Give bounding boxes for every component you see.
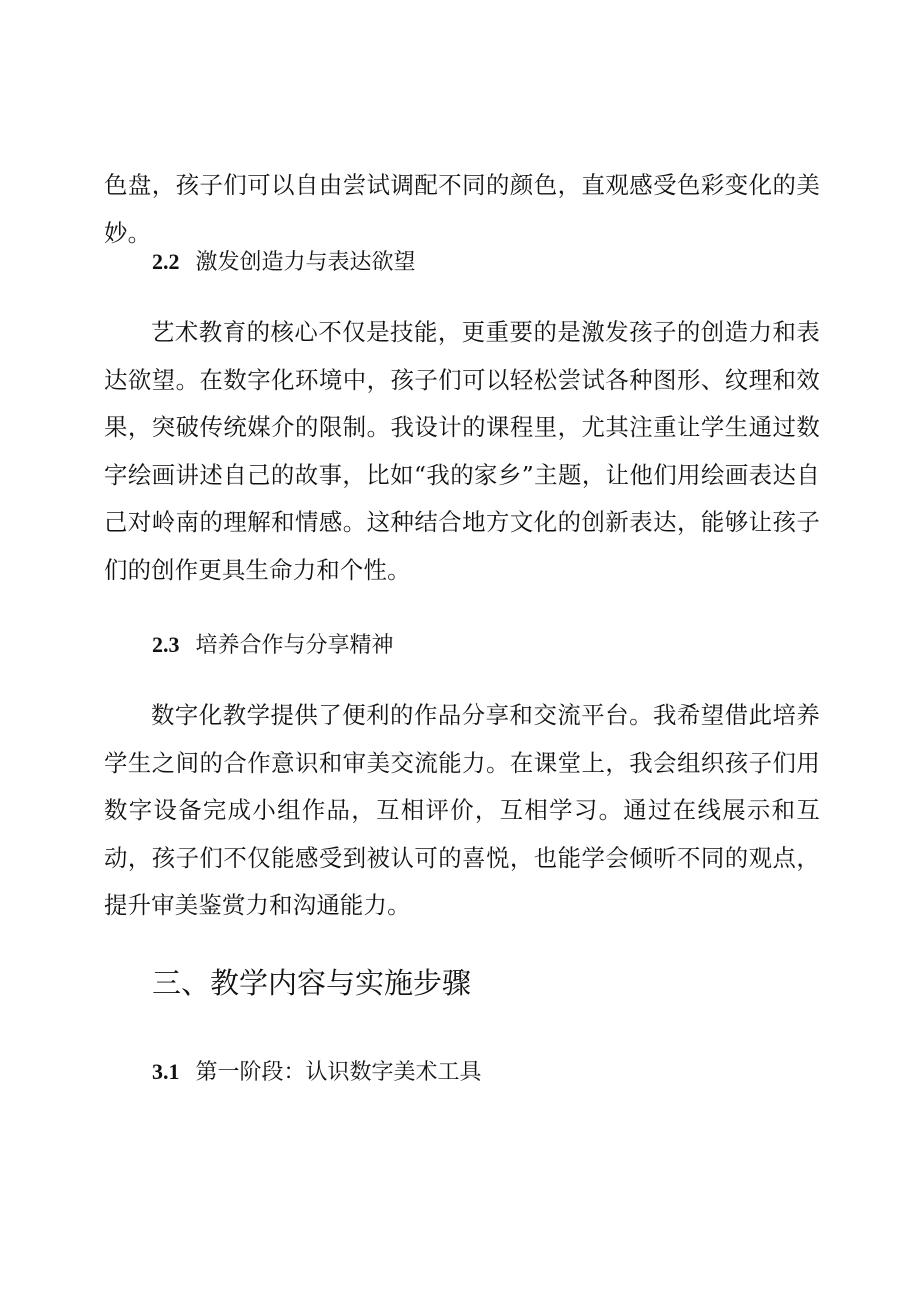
section-title: 激发创造力与表达欲望 (195, 250, 416, 275)
section-2-3-paragraph: 数字化教学提供了便利的作品分享和交流平台。我希望借此培养学生之间的合作意识和审美交流能力。在课堂上，我会组织孩子们用数字设备完成小组作品，互相评价，互相学习。通过在线展示和互动，孩子们不仅能感受到被认可的喜悦，也能学会倾听不同的观点，提升审美鉴赏力和沟通能力。 (104, 701, 820, 920)
chapter-heading-3: 三、教学内容与实施步骤 (152, 966, 472, 1000)
section-number: 2.3 (152, 632, 180, 657)
section-heading-2-3 (152, 630, 394, 661)
section-heading-3-1 (152, 1057, 482, 1088)
section-title: 培养合作与分享精神 (195, 633, 394, 658)
section-number: 2.2 (152, 249, 180, 274)
section-2-2-paragraph: 艺术教育的核心不仅是技能，更重要的是激发孩子的创造力和表达欲望。在数字化环境中，孩子们可以轻松尝试各种图形、纹理和效果，突破传统媒介的限制。我设计的课程里，尤其注重让学生通过数字绘画讲述自己的故事，比如“我的家乡”主题，让他们用绘画表达自己对岭南的理解和情感。这种结合地方文化的创新表达，能够让孩子们的创作更具生命力和个性。 (104, 318, 820, 584)
continued-paragraph: 色盘，孩子们可以自由尝试调配不同的颜色，直观感受色彩变化的美妙。 (104, 171, 820, 247)
section-heading-2-2 (152, 247, 416, 278)
section-title: 第一阶段：认识数字美术工具 (195, 1060, 482, 1085)
section-number: 3.1 (152, 1059, 180, 1084)
